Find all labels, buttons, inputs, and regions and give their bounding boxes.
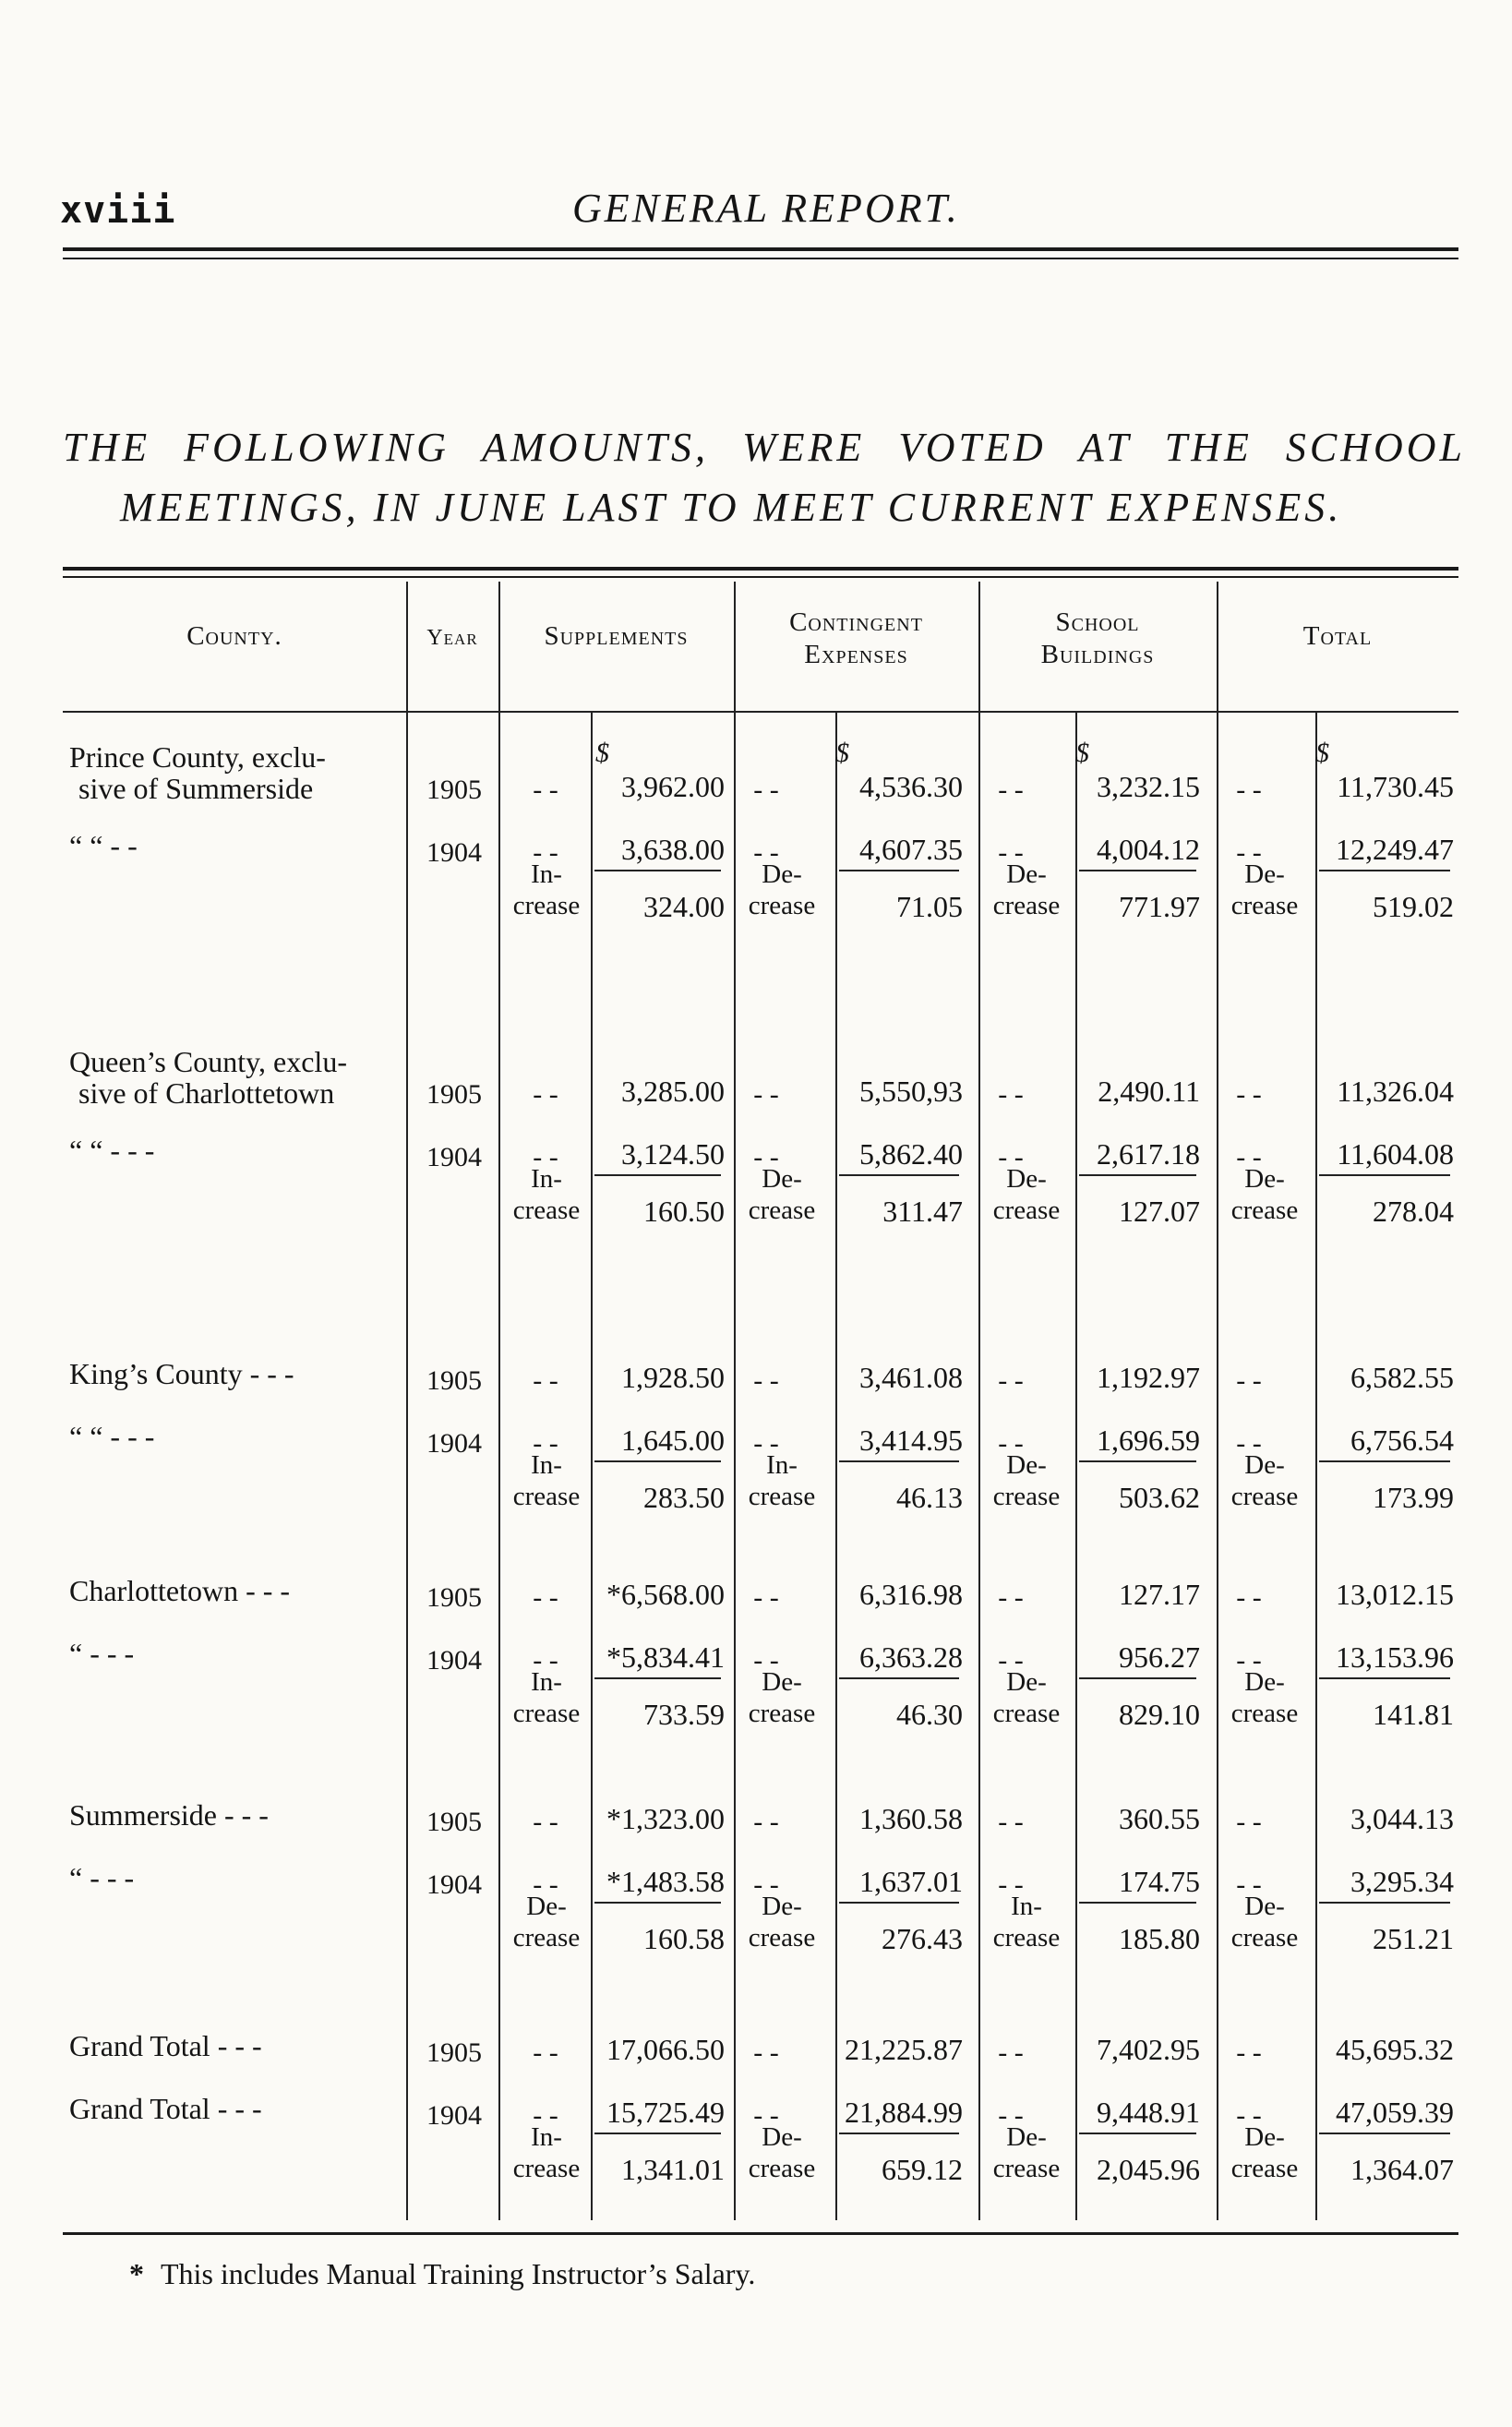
groups.0-dash-total-0: - - bbox=[1236, 775, 1262, 805]
groups.0-dash-contingent-1: - - bbox=[753, 837, 779, 868]
groups.2-change-supplements: 283.50 bbox=[643, 1481, 725, 1514]
running-head: GENERAL REPORT. bbox=[572, 186, 960, 231]
col-header-contingent-2: Expenses bbox=[804, 640, 908, 669]
groups.4-change-rule-school bbox=[1079, 1902, 1196, 1904]
grand_total-dash-supplements-1: - - bbox=[533, 2100, 558, 2131]
groups.2-change-total: 173.99 bbox=[1373, 1481, 1454, 1514]
groups.1-dash-total-0: - - bbox=[1236, 1079, 1262, 1110]
grand_total-contingent-1: 21,884.99 bbox=[845, 2096, 963, 2129]
groups.1-change-supplements: 160.50 bbox=[643, 1195, 725, 1228]
groups.2-supplements-0: 1,928.50 bbox=[621, 1361, 725, 1394]
groups.2-county-label-1: “ “ - - - bbox=[69, 1420, 155, 1453]
groups.3-year-1: 1904 bbox=[426, 1645, 482, 1676]
groups.4-change-school: 185.80 bbox=[1119, 1922, 1200, 1955]
groups.1-supplements-1: 3,124.50 bbox=[621, 1137, 725, 1171]
groups.4-change-total: 251.21 bbox=[1373, 1922, 1454, 1955]
groups.1-change-school: 127.07 bbox=[1119, 1195, 1200, 1228]
groups.1-school-1: 2,617.18 bbox=[1097, 1137, 1200, 1171]
groups.3-school-1: 956.27 bbox=[1119, 1640, 1200, 1674]
groups.4-change-label1-total: De- bbox=[1244, 1892, 1285, 1921]
groups.0-supplements-1: 3,638.00 bbox=[621, 833, 725, 866]
groups.1-school-0: 2,490.11 bbox=[1098, 1075, 1200, 1108]
grand_total-change-label1-supplements: In- bbox=[531, 2122, 562, 2152]
dollar-sign-contingent: $ bbox=[835, 738, 849, 768]
groups.2-dash-contingent-1: - - bbox=[753, 1428, 779, 1459]
groups.4-school-1: 174.75 bbox=[1119, 1865, 1200, 1898]
groups.0-change-rule-supplements bbox=[594, 870, 721, 871]
page-number: xviii bbox=[60, 189, 176, 232]
groups.0-change-label1-contingent: De- bbox=[762, 859, 802, 889]
groups.2-change-rule-school bbox=[1079, 1460, 1196, 1462]
column-divider bbox=[1075, 711, 1077, 2220]
groups.1-change-label2-supplements: crease bbox=[512, 1195, 581, 1225]
groups.3-school-0: 127.17 bbox=[1119, 1578, 1200, 1611]
groups.2-change-label1-supplements: In- bbox=[531, 1450, 562, 1480]
groups.3-supplements-1: *5,834.41 bbox=[606, 1640, 725, 1674]
groups.3-county-label-1: “ - - - bbox=[69, 1637, 135, 1670]
grand_total-year-1: 1904 bbox=[426, 2100, 482, 2131]
groups.0-change-label1-supplements: In- bbox=[531, 859, 562, 889]
groups.2-dash-supplements-1: - - bbox=[533, 1428, 558, 1459]
grand_total-total-0: 45,695.32 bbox=[1336, 2033, 1454, 2066]
col-header-supplements: Supplements bbox=[544, 621, 689, 651]
groups.4-change-label2-total: crease bbox=[1230, 1923, 1299, 1952]
column-divider bbox=[406, 582, 408, 2220]
groups.4-year-0: 1905 bbox=[426, 1807, 482, 1837]
groups.3-contingent-0: 6,316.98 bbox=[859, 1578, 963, 1611]
groups.0-dash-supplements-1: - - bbox=[533, 837, 558, 868]
grand_total-county-label-0: Grand Total - - - bbox=[69, 2029, 262, 2062]
groups.3-county-label-0: Charlottetown - - - bbox=[69, 1574, 291, 1607]
groups.0-change-label1-school: De- bbox=[1006, 859, 1047, 889]
dollar-sign-total: $ bbox=[1315, 738, 1329, 768]
groups.3-dash-contingent-0: - - bbox=[753, 1582, 779, 1613]
groups.1-dash-school-1: - - bbox=[998, 1142, 1024, 1172]
footnote bbox=[129, 2257, 755, 2291]
groups.4-change-supplements: 160.58 bbox=[643, 1922, 725, 1955]
groups.1-contingent-1: 5,862.40 bbox=[859, 1137, 963, 1171]
grand_total-change-rule-total bbox=[1319, 2133, 1450, 2134]
groups.1-total-1: 11,604.08 bbox=[1337, 1137, 1454, 1171]
grand_total-change-label1-contingent: De- bbox=[762, 2122, 802, 2152]
column-divider bbox=[835, 711, 837, 2220]
groups.0-change-label2-total: crease bbox=[1230, 891, 1299, 920]
groups.2-dash-school-1: - - bbox=[998, 1428, 1024, 1459]
groups.4-change-label1-supplements: De- bbox=[526, 1892, 567, 1921]
groups.2-contingent-0: 3,461.08 bbox=[859, 1361, 963, 1394]
groups.3-change-contingent: 46.30 bbox=[896, 1698, 963, 1731]
groups.2-change-label2-contingent: crease bbox=[748, 1482, 816, 1511]
column-divider bbox=[498, 582, 500, 2220]
groups.0-change-label1-total: De- bbox=[1244, 859, 1285, 889]
groups.4-change-label1-contingent: De- bbox=[762, 1892, 802, 1921]
groups.3-change-rule-supplements bbox=[594, 1677, 721, 1679]
groups.2-contingent-1: 3,414.95 bbox=[859, 1424, 963, 1457]
grand_total-year-0: 1905 bbox=[426, 2037, 482, 2068]
footnote-marker: * bbox=[129, 2257, 144, 2290]
groups.3-dash-total-0: - - bbox=[1236, 1582, 1262, 1613]
groups.3-dash-contingent-1: - - bbox=[753, 1645, 779, 1676]
group-1-county-line2: sive of Charlottetown bbox=[78, 1076, 335, 1110]
grand_total-school-0: 7,402.95 bbox=[1097, 2033, 1200, 2066]
group-1-county-line1: Queen’s County, exclu- bbox=[69, 1045, 347, 1078]
grand_total-change-rule-supplements bbox=[594, 2133, 721, 2134]
groups.0-change-label2-contingent: crease bbox=[748, 891, 816, 920]
groups.2-supplements-1: 1,645.00 bbox=[621, 1424, 725, 1457]
groups.3-change-rule-total bbox=[1319, 1677, 1450, 1679]
header-rule-thin bbox=[63, 258, 1458, 259]
grand_total-change-label1-total: De- bbox=[1244, 2122, 1285, 2152]
groups.4-dash-total-0: - - bbox=[1236, 1807, 1262, 1837]
groups.3-dash-supplements-0: - - bbox=[533, 1582, 558, 1613]
groups.3-change-label2-school: crease bbox=[992, 1699, 1061, 1728]
groups.0-change-label2-supplements: crease bbox=[512, 891, 581, 920]
grand_total-change-rule-school bbox=[1079, 2133, 1196, 2134]
grand_total-change-label1-school: De- bbox=[1006, 2122, 1047, 2152]
grand_total-change-contingent: 659.12 bbox=[882, 2153, 963, 2186]
groups.4-change-contingent: 276.43 bbox=[882, 1922, 963, 1955]
groups.1-change-contingent: 311.47 bbox=[882, 1195, 963, 1228]
col-header-contingent-1: Contingent bbox=[789, 607, 923, 637]
groups.0-dash-contingent-0: - - bbox=[753, 775, 779, 805]
groups.1-change-label2-school: crease bbox=[992, 1195, 1061, 1225]
groups.3-change-label1-contingent: De- bbox=[762, 1667, 802, 1697]
groups.3-change-rule-contingent bbox=[839, 1677, 959, 1679]
group-0-county-line2: sive of Summerside bbox=[78, 772, 314, 805]
groups.2-change-rule-total bbox=[1319, 1460, 1450, 1462]
grand_total-supplements-0: 17,066.50 bbox=[606, 2033, 725, 2066]
groups.2-dash-school-0: - - bbox=[998, 1365, 1024, 1396]
groups.0-dash-school-1: - - bbox=[998, 837, 1024, 868]
groups.3-change-label1-total: De- bbox=[1244, 1667, 1285, 1697]
groups.4-dash-total-1: - - bbox=[1236, 1869, 1262, 1900]
groups.0-school-0: 3,232.15 bbox=[1097, 770, 1200, 803]
groups.3-change-supplements: 733.59 bbox=[643, 1698, 725, 1731]
groups.1-change-total: 278.04 bbox=[1373, 1195, 1454, 1228]
groups.2-change-rule-contingent bbox=[839, 1460, 959, 1462]
grand_total-change-label2-contingent: crease bbox=[748, 2154, 816, 2183]
groups.2-total-1: 6,756.54 bbox=[1350, 1424, 1454, 1457]
groups.1-dash-school-0: - - bbox=[998, 1079, 1024, 1110]
grand_total-supplements-1: 15,725.49 bbox=[606, 2096, 725, 2129]
groups.2-change-contingent: 46.13 bbox=[896, 1481, 963, 1514]
groups.4-total-1: 3,295.34 bbox=[1350, 1865, 1454, 1898]
groups.4-year-1: 1904 bbox=[426, 1869, 482, 1900]
groups.4-dash-supplements-1: - - bbox=[533, 1869, 558, 1900]
groups.4-contingent-0: 1,360.58 bbox=[859, 1802, 963, 1835]
column-divider bbox=[1217, 582, 1218, 2220]
groups.0-change-total: 519.02 bbox=[1373, 890, 1454, 923]
grand_total-change-supplements: 1,341.01 bbox=[621, 2153, 725, 2186]
col-header-county: County. bbox=[186, 621, 282, 651]
groups.1-dash-contingent-1: - - bbox=[753, 1142, 779, 1172]
grand_total-change-rule-contingent bbox=[839, 2133, 959, 2134]
groups.1-change-label1-supplements: In- bbox=[531, 1164, 562, 1194]
column-divider bbox=[734, 582, 736, 2220]
groups.4-change-label1-school: In- bbox=[1011, 1892, 1042, 1921]
table-bottom-rule bbox=[63, 2232, 1458, 2235]
grand_total-dash-supplements-0: - - bbox=[533, 2037, 558, 2068]
groups.0-school-1: 4,004.12 bbox=[1097, 833, 1200, 866]
groups.3-supplements-0: *6,568.00 bbox=[606, 1578, 725, 1611]
groups.2-year-1: 1904 bbox=[426, 1428, 482, 1459]
footnote-text: This includes Manual Training Instructor’s Salary. bbox=[161, 2257, 756, 2290]
groups.0-total-1: 12,249.47 bbox=[1336, 833, 1454, 866]
groups.1-dash-supplements-1: - - bbox=[533, 1142, 558, 1172]
groups.2-school-1: 1,696.59 bbox=[1097, 1424, 1200, 1457]
groups.4-change-rule-contingent bbox=[839, 1902, 959, 1904]
dollar-sign-supplements: $ bbox=[595, 738, 609, 768]
groups.4-change-label2-contingent: crease bbox=[748, 1923, 816, 1952]
groups.1-change-label2-total: crease bbox=[1230, 1195, 1299, 1225]
table-top-rule-thin bbox=[63, 576, 1458, 578]
groups.1-year-0: 1905 bbox=[426, 1079, 482, 1110]
groups.0-change-contingent: 71.05 bbox=[896, 890, 963, 923]
groups.3-dash-supplements-1: - - bbox=[533, 1645, 558, 1676]
groups.1-change-label1-contingent: De- bbox=[762, 1164, 802, 1194]
groups.4-county-label-1: “ - - - bbox=[69, 1861, 135, 1894]
grand_total-dash-contingent-0: - - bbox=[753, 2037, 779, 2068]
dollar-sign-school: $ bbox=[1075, 738, 1089, 768]
grand_total-school-1: 9,448.91 bbox=[1097, 2096, 1200, 2129]
header-rule-thick bbox=[63, 247, 1458, 251]
groups.1-dash-contingent-0: - - bbox=[753, 1079, 779, 1110]
grand_total-dash-school-0: - - bbox=[998, 2037, 1024, 2068]
groups.1-change-label1-total: De- bbox=[1244, 1164, 1285, 1194]
grand_total-change-label2-supplements: crease bbox=[512, 2154, 581, 2183]
grand_total-total-1: 47,059.39 bbox=[1336, 2096, 1454, 2129]
groups.0-supplements-0: 3,962.00 bbox=[621, 770, 725, 803]
groups.3-dash-school-0: - - bbox=[998, 1582, 1024, 1613]
groups.4-county-label-0: Summerside - - - bbox=[69, 1798, 269, 1832]
groups.1-change-label1-school: De- bbox=[1006, 1164, 1047, 1194]
groups.3-change-label2-total: crease bbox=[1230, 1699, 1299, 1728]
groups.0-contingent-0: 4,536.30 bbox=[859, 770, 963, 803]
grand_total-contingent-0: 21,225.87 bbox=[845, 2033, 963, 2066]
groups.4-change-label2-school: crease bbox=[992, 1923, 1061, 1952]
groups.0-change-rule-school bbox=[1079, 870, 1196, 871]
col-header-school-1: School bbox=[1055, 607, 1140, 637]
groups.3-year-0: 1905 bbox=[426, 1582, 482, 1613]
groups.3-dash-school-1: - - bbox=[998, 1645, 1024, 1676]
grand_total-dash-total-1: - - bbox=[1236, 2100, 1262, 2131]
table-heading-line-1: THE FOLLOWING AMOUNTS, WERE VOTED AT THE SCHOOL bbox=[63, 425, 1466, 470]
groups.0-change-rule-total bbox=[1319, 870, 1450, 871]
groups.0-year-1: 1904 bbox=[426, 837, 482, 868]
groups.4-dash-contingent-1: - - bbox=[753, 1869, 779, 1900]
groups.1-dash-total-1: - - bbox=[1236, 1142, 1262, 1172]
groups.0-dash-school-0: - - bbox=[998, 775, 1024, 805]
groups.1-change-rule-school bbox=[1079, 1174, 1196, 1176]
groups.4-supplements-1: *1,483.58 bbox=[606, 1865, 725, 1898]
groups.2-change-label1-school: De- bbox=[1006, 1450, 1047, 1480]
groups.3-contingent-1: 6,363.28 bbox=[859, 1640, 963, 1674]
grand_total-county-label-1: Grand Total - - - bbox=[69, 2092, 262, 2125]
groups.0-dash-supplements-0: - - bbox=[533, 775, 558, 805]
groups.2-dash-total-1: - - bbox=[1236, 1428, 1262, 1459]
grand_total-change-total: 1,364.07 bbox=[1350, 2153, 1454, 2186]
groups.2-change-label2-total: crease bbox=[1230, 1482, 1299, 1511]
groups.0-change-rule-contingent bbox=[839, 870, 959, 871]
groups.0-year-0: 1905 bbox=[426, 775, 482, 805]
grand_total-change-label2-total: crease bbox=[1230, 2154, 1299, 2183]
groups.0-county-label-1: “ “ - - bbox=[69, 829, 138, 862]
groups.0-change-school: 771.97 bbox=[1119, 890, 1200, 923]
groups.2-county-label-0: King’s County - - - bbox=[69, 1357, 294, 1390]
grand_total-dash-contingent-1: - - bbox=[753, 2100, 779, 2131]
col-header-school-2: Buildings bbox=[1040, 640, 1155, 669]
groups.4-dash-contingent-0: - - bbox=[753, 1807, 779, 1837]
column-divider bbox=[978, 582, 980, 2220]
groups.0-contingent-1: 4,607.35 bbox=[859, 833, 963, 866]
groups.2-change-label2-supplements: crease bbox=[512, 1482, 581, 1511]
groups.2-year-0: 1905 bbox=[426, 1365, 482, 1396]
groups.4-supplements-0: *1,323.00 bbox=[606, 1802, 725, 1835]
groups.4-contingent-1: 1,637.01 bbox=[859, 1865, 963, 1898]
groups.4-change-label2-supplements: crease bbox=[512, 1923, 581, 1952]
groups.1-county-label-1: “ “ - - - bbox=[69, 1134, 155, 1167]
groups.4-school-0: 360.55 bbox=[1119, 1802, 1200, 1835]
column-divider bbox=[1315, 711, 1317, 2220]
groups.3-total-1: 13,153.96 bbox=[1336, 1640, 1454, 1674]
groups.2-change-label2-school: crease bbox=[992, 1482, 1061, 1511]
groups.3-change-label2-supplements: crease bbox=[512, 1699, 581, 1728]
groups.2-dash-contingent-0: - - bbox=[753, 1365, 779, 1396]
groups.3-change-label1-school: De- bbox=[1006, 1667, 1047, 1697]
groups.0-dash-total-1: - - bbox=[1236, 837, 1262, 868]
groups.2-dash-supplements-0: - - bbox=[533, 1365, 558, 1396]
groups.3-dash-total-1: - - bbox=[1236, 1645, 1262, 1676]
groups.2-dash-total-0: - - bbox=[1236, 1365, 1262, 1396]
groups.2-change-label1-contingent: In- bbox=[766, 1450, 798, 1480]
groups.2-change-school: 503.62 bbox=[1119, 1481, 1200, 1514]
groups.0-total-0: 11,730.45 bbox=[1337, 770, 1454, 803]
groups.0-change-supplements: 324.00 bbox=[643, 890, 725, 923]
col-header-total: Total bbox=[1302, 621, 1373, 651]
groups.4-dash-school-1: - - bbox=[998, 1869, 1024, 1900]
groups.1-change-rule-total bbox=[1319, 1174, 1450, 1176]
groups.4-change-rule-total bbox=[1319, 1902, 1450, 1904]
groups.3-change-total: 141.81 bbox=[1373, 1698, 1454, 1731]
groups.1-supplements-0: 3,285.00 bbox=[621, 1075, 725, 1108]
table-top-rule-thick bbox=[63, 567, 1458, 571]
groups.2-change-rule-supplements bbox=[594, 1460, 721, 1462]
table-heading-line-2: MEETINGS, IN JUNE LAST TO MEET CURRENT EXPENSES. bbox=[120, 485, 1343, 530]
groups.3-change-rule-school bbox=[1079, 1677, 1196, 1679]
groups.3-change-label1-supplements: In- bbox=[531, 1667, 562, 1697]
groups.3-total-0: 13,012.15 bbox=[1336, 1578, 1454, 1611]
group-0-county-line1: Prince County, exclu- bbox=[69, 740, 326, 774]
grand_total-change-school: 2,045.96 bbox=[1097, 2153, 1200, 2186]
groups.1-year-1: 1904 bbox=[426, 1142, 482, 1172]
grand_total-change-label2-school: crease bbox=[992, 2154, 1061, 2183]
groups.1-total-0: 11,326.04 bbox=[1337, 1075, 1454, 1108]
groups.4-change-rule-supplements bbox=[594, 1902, 721, 1904]
groups.4-dash-supplements-0: - - bbox=[533, 1807, 558, 1837]
grand_total-dash-school-1: - - bbox=[998, 2100, 1024, 2131]
groups.1-change-rule-contingent bbox=[839, 1174, 959, 1176]
grand_total-dash-total-0: - - bbox=[1236, 2037, 1262, 2068]
groups.2-change-label1-total: De- bbox=[1244, 1450, 1285, 1480]
groups.1-change-rule-supplements bbox=[594, 1174, 721, 1176]
groups.2-total-0: 6,582.55 bbox=[1350, 1361, 1454, 1394]
col-header-year: Year bbox=[426, 626, 478, 650]
groups.3-change-label2-contingent: crease bbox=[748, 1699, 816, 1728]
header-underline bbox=[63, 711, 1458, 713]
groups.1-contingent-0: 5,550,93 bbox=[859, 1075, 963, 1108]
groups.1-change-label2-contingent: crease bbox=[748, 1195, 816, 1225]
groups.0-change-label2-school: crease bbox=[992, 891, 1061, 920]
groups.4-total-0: 3,044.13 bbox=[1350, 1802, 1454, 1835]
groups.2-school-0: 1,192.97 bbox=[1097, 1361, 1200, 1394]
groups.3-change-school: 829.10 bbox=[1119, 1698, 1200, 1731]
groups.4-dash-school-0: - - bbox=[998, 1807, 1024, 1837]
groups.1-dash-supplements-0: - - bbox=[533, 1079, 558, 1110]
